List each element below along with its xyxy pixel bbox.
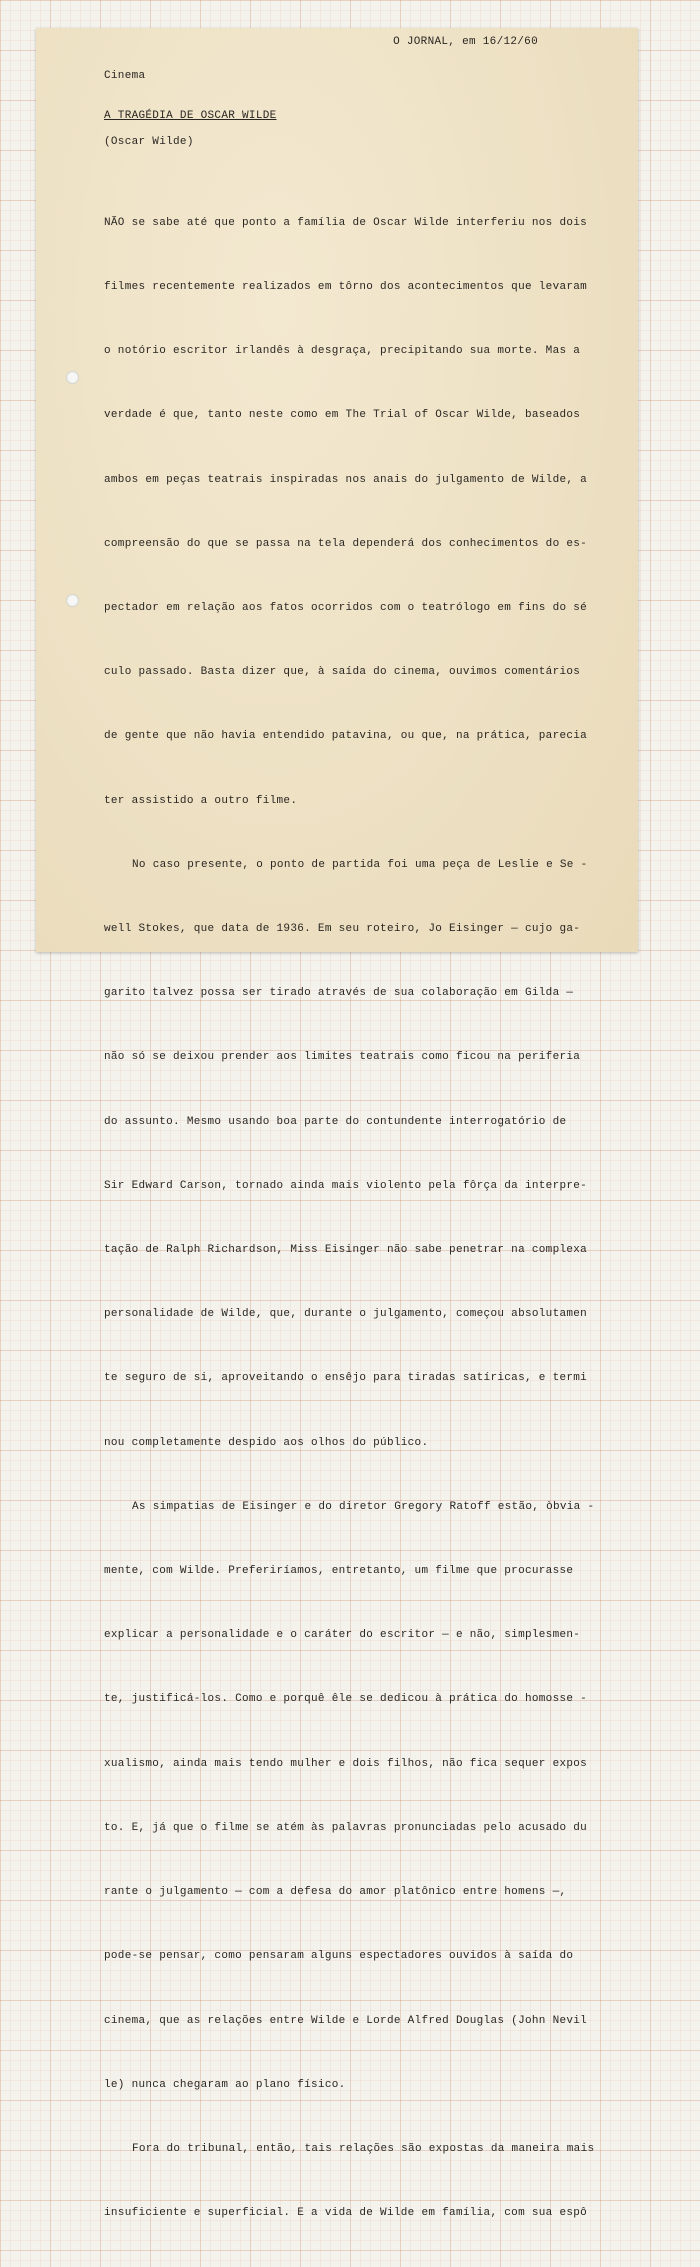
article-subtitle: (Oscar Wilde) bbox=[104, 136, 194, 148]
body-line: compreensão do que se passa na tela dependerá dos conhecimentos do es- bbox=[104, 537, 588, 550]
body-line: de gente que não havia entendido patavina, ou que, na prática, parecia bbox=[104, 730, 588, 743]
body-line: tação de Ralph Richardson, Miss Eisinger não sabe penetrar na complexa bbox=[104, 1244, 588, 1257]
body-line: pode-se pensar, como pensaram alguns espectadores ouvidos à saída do bbox=[104, 1950, 574, 1963]
body-line: to. E, já que o filme se atém às palavras pronunciadas pelo acusado du bbox=[104, 1821, 588, 1834]
body-line: No caso presente, o ponto de partida foi uma peça de Leslie e Se - bbox=[132, 858, 588, 871]
body-line: explicar a personalidade e o caráter do escritor — e não, simplesmen- bbox=[104, 1629, 581, 1642]
article-title: A TRAGÉDIA DE OSCAR WILDE bbox=[104, 110, 277, 122]
body-line: o notório escritor irlandês à desgraça, precipitando sua morte. Mas a bbox=[104, 345, 581, 358]
body-line: well Stokes, que data de 1936. Em seu roteiro, Jo Eisinger — cujo ga- bbox=[104, 923, 581, 936]
body-line: te seguro de si, aproveitando o ensêjo para tiradas satíricas, e termi bbox=[104, 1372, 588, 1385]
body-line: do assunto. Mesmo usando boa parte do contundente interrogatório de bbox=[104, 1115, 567, 1128]
body-line: nou completamente despido aos olhos do público. bbox=[104, 1436, 429, 1449]
body-line: pectador em relação aos fatos ocorridos com o teatrólogo em fins do sé bbox=[104, 602, 588, 615]
body-line: não só se deixou prender aos limites teatrais como ficou na periferia bbox=[104, 1051, 581, 1064]
punch-hole bbox=[66, 371, 79, 384]
body-line: cinema, que as relações entre Wilde e Lorde Alfred Douglas (John Nevil bbox=[104, 2014, 588, 2027]
body-line: te, justificá-los. Como e porquê êle se dedicou à prática do homosse - bbox=[104, 1693, 588, 1706]
body-line: rante o julgamento — com a defesa do amor platônico entre homens —, bbox=[104, 1886, 567, 1899]
body-line: ambos em peças teatrais inspiradas nos anais do julgamento de Wilde, a bbox=[104, 473, 588, 486]
punch-hole bbox=[66, 594, 79, 607]
body-line: garito talvez possa ser tirado através de sua colaboração em Gilda — bbox=[104, 987, 574, 1000]
body-line: NÃO se sabe até que ponto a família de Oscar Wilde interferiu nos dois bbox=[104, 216, 588, 229]
section-label: Cinema bbox=[104, 70, 146, 82]
body-line: culo passado. Basta dizer que, à saída do cinema, ouvimos comentários bbox=[104, 666, 581, 679]
typewritten-page bbox=[36, 28, 638, 2220]
body-line: xualismo, ainda mais tendo mulher e dois filhos, não fica sequer expos bbox=[104, 1757, 588, 1770]
article-body bbox=[104, 170, 594, 2267]
body-line: mente, com Wilde. Preferiríamos, entretanto, um filme que procurasse bbox=[104, 1565, 574, 1578]
newspaper-date-header: O JORNAL, em 16/12/60 bbox=[393, 36, 538, 48]
body-line: Sir Edward Carson, tornado ainda mais violento pela fôrça da interpre- bbox=[104, 1179, 588, 1192]
body-line: ter assistido a outro filme. bbox=[104, 794, 298, 807]
body-line: le) nunca chegaram ao plano físico. bbox=[104, 2078, 346, 2091]
body-line: Fora do tribunal, então, tais relações são expostas da maneira mais bbox=[132, 2142, 595, 2155]
body-line: personalidade de Wilde, que, durante o julgamento, começou absolutamen bbox=[104, 1308, 588, 1321]
body-line: verdade é que, tanto neste como em The Trial of Oscar Wilde, baseados bbox=[104, 409, 581, 422]
body-line: insuficiente e superficial. E a vida de Wilde em família, com sua espô bbox=[104, 2207, 588, 2220]
body-line: As simpatias de Eisinger e do diretor Gregory Ratoff estão, òbvia - bbox=[132, 1500, 595, 1513]
body-line: filmes recentemente realizados em tôrno dos acontecimentos que levaram bbox=[104, 281, 588, 294]
